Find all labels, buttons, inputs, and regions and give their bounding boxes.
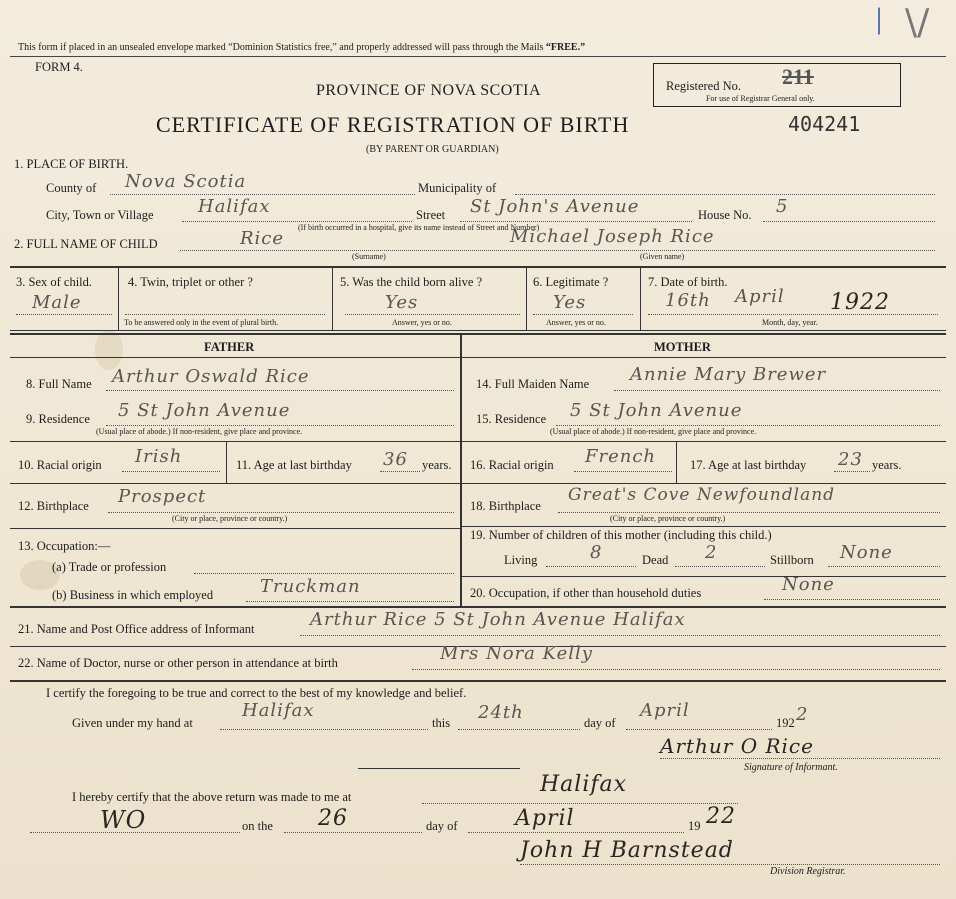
registrar-place-line [422, 803, 738, 804]
check-mark: \/ [905, 2, 930, 43]
city-label: City, Town or Village [46, 208, 154, 222]
father-residence-line [106, 425, 454, 426]
mother-racial-line [574, 471, 672, 472]
certificate-subtitle: (BY PARENT OR GUARDIAN) [366, 144, 499, 155]
father-business-label: (b) Business in which employed [52, 588, 214, 602]
father-birthplace-label: 12. Birthplace [18, 499, 89, 513]
father-business-line [246, 601, 454, 602]
father-name-label: 8. Full Name [26, 377, 92, 391]
alive-value[interactable]: Yes [385, 292, 419, 313]
mother-age-label: 17. Age at last birthday [690, 458, 807, 472]
mother-name-line [614, 390, 940, 391]
divider [676, 441, 677, 483]
signature-caption: Signature of Informant. [744, 762, 838, 773]
divider [10, 330, 946, 331]
hospital-note: (If birth occurred in a hospital, give its name instead of Street and Number) [298, 223, 540, 232]
registrar-caption: Division Registrar. [770, 866, 846, 877]
county-label: County of [46, 181, 97, 195]
registrar-year-prefix: 19 [688, 819, 701, 833]
city-line [182, 221, 412, 222]
father-age-line [380, 471, 420, 472]
divider [10, 606, 946, 608]
county-value[interactable]: Nova Scotia [125, 171, 247, 192]
father-age-label: 11. Age at last birthday [236, 458, 352, 472]
alive-line [345, 314, 520, 315]
mother-residence-note: (Usual place of abode.) If non-resident, give place and province. [550, 427, 757, 436]
father-racial-value[interactable]: Irish [135, 446, 183, 467]
legitimate-line [533, 314, 633, 315]
dob-note: Month, day, year. [762, 318, 818, 327]
divider [10, 333, 946, 335]
street-label: Street [416, 208, 446, 222]
twin-label: 4. Twin, triplet or other ? [128, 275, 253, 289]
registrar-place-value[interactable]: Halifax [540, 772, 628, 797]
legitimate-value[interactable]: Yes [553, 292, 587, 313]
dead-value[interactable]: 2 [705, 542, 718, 563]
divider [460, 441, 946, 442]
certificate-title: CERTIFICATE OF REGISTRATION OF BIRTH [156, 112, 630, 137]
municipality-label: Municipality of [418, 181, 497, 195]
registrar-number[interactable]: WO [100, 806, 147, 834]
father-business-value[interactable]: Truckman [260, 576, 361, 597]
mother-occupation-value[interactable]: None [782, 574, 835, 595]
divider [640, 266, 641, 330]
divider [460, 576, 946, 577]
stillborn-value[interactable]: None [840, 542, 893, 563]
father-residence-value[interactable]: 5 St John Avenue [118, 400, 291, 421]
informant-signature: Arthur O Rice [660, 734, 814, 758]
house-label: House No. [698, 208, 752, 222]
child-given-value[interactable]: Michael Joseph Rice [510, 226, 715, 247]
registrar-signature: John H Barnstead [520, 838, 734, 863]
divider [10, 56, 946, 57]
divider [10, 680, 946, 682]
mother-occupation-label: 20. Occupation, if other than household duties [470, 586, 702, 600]
divider [10, 528, 460, 529]
registrar-month-line [468, 832, 684, 833]
surname-caption: (Surname) [352, 252, 386, 261]
city-value[interactable]: Halifax [198, 196, 271, 217]
father-name-value[interactable]: Arthur Oswald Rice [112, 366, 310, 387]
father-birthplace-value[interactable]: Prospect [118, 486, 207, 507]
dead-label: Dead [642, 553, 669, 567]
mother-birthplace-value[interactable]: Great's Cove Newfoundland [568, 485, 836, 505]
municipality-line [515, 194, 935, 195]
on-day-line [284, 832, 422, 833]
street-line [460, 221, 692, 222]
divider [460, 483, 946, 484]
paper-stain [95, 330, 123, 370]
given-caption: (Given name) [640, 252, 685, 261]
form-number: FORM 4. [35, 60, 83, 74]
mother-birthplace-note: (City or place, province or country.) [610, 514, 726, 523]
province-heading: PROVINCE OF NOVA SCOTIA [316, 82, 542, 99]
living-value[interactable]: 8 [590, 542, 603, 563]
registrar-month-value[interactable]: April [515, 806, 575, 831]
attendant-value[interactable]: Mrs Nora Kelly [440, 643, 593, 664]
attendant-line [412, 669, 940, 670]
month-value[interactable]: April [640, 700, 690, 721]
registrar-text: I hereby certify that the above return was made to me at [72, 790, 352, 804]
mother-residence-value[interactable]: 5 St John Avenue [570, 400, 743, 421]
mail-notice: This form if placed in an unsealed envelope marked “Dominion Statistics free,” and properly addressed will pass through the Mails “FREE.” [18, 42, 586, 53]
sex-value[interactable]: Male [32, 292, 82, 313]
on-the-label: on the [242, 819, 273, 833]
given-place-line [220, 729, 428, 730]
registered-label: Registered No. [666, 79, 741, 93]
year-suffix[interactable]: 2 [796, 704, 809, 725]
mother-name-value[interactable]: Annie Mary Brewer [630, 364, 827, 385]
sex-label: 3. Sex of child. [16, 275, 93, 289]
place-of-birth-label: 1. PLACE OF BIRTH. [14, 157, 129, 171]
registered-number-box [653, 63, 901, 107]
mother-racial-label: 16. Racial origin [470, 458, 554, 472]
mother-age-value[interactable]: 23 [838, 449, 863, 470]
this-day-line [458, 729, 580, 730]
on-day-value[interactable]: 26 [318, 806, 348, 831]
registrar-signature-line [520, 864, 940, 865]
father-birthplace-line [108, 512, 454, 513]
registrar-year-suffix[interactable]: 22 [706, 804, 736, 829]
father-age-value[interactable]: 36 [383, 449, 408, 470]
divider [10, 357, 946, 358]
father-trade-line [194, 573, 454, 574]
child-name-line [180, 250, 935, 251]
month-line [626, 729, 772, 730]
signature-line [660, 758, 940, 759]
living-label: Living [504, 553, 538, 567]
divider [358, 768, 520, 769]
father-racial-label: 10. Racial origin [18, 458, 102, 472]
living-line [546, 566, 636, 567]
dead-line [675, 566, 765, 567]
given-place-value[interactable]: Halifax [242, 700, 315, 721]
father-residence-note: (Usual place of abode.) If non-resident, give place and province. [96, 427, 303, 436]
divider [526, 266, 527, 330]
this-label: this [432, 716, 451, 730]
divider [460, 333, 462, 606]
dob-day[interactable]: 16th [665, 290, 711, 311]
mother-birthplace-line [558, 512, 940, 513]
certification-text: I certify the foregoing to be true and correct to the best of my knowledge and belief. [46, 686, 467, 700]
house-line [763, 221, 935, 222]
registered-note: For use of Registrar General only. [706, 94, 815, 103]
county-line [110, 194, 415, 195]
informant-value[interactable]: Arthur Rice 5 St John Avenue Halifax [310, 609, 686, 630]
dob-year[interactable]: 1922 [830, 290, 890, 315]
alive-label: 5. Was the child born alive ? [340, 275, 483, 289]
child-name-label: 2. FULL NAME OF CHILD [14, 237, 158, 251]
legitimate-note: Answer, yes or no. [546, 318, 606, 327]
divider [10, 266, 946, 268]
attendant-label: 22. Name of Doctor, nurse or other person in attendance at birth [18, 656, 338, 670]
divider [118, 266, 119, 330]
mother-residence-label: 15. Residence [476, 412, 547, 426]
child-surname-value[interactable]: Rice [240, 228, 285, 249]
mother-birthplace-label: 18. Birthplace [470, 499, 541, 513]
twin-note: To be answered only in the event of plural birth. [124, 318, 279, 327]
street-value[interactable]: St John's Avenue [470, 196, 640, 217]
mother-age-line [834, 471, 870, 472]
year-prefix: 192 [776, 716, 795, 730]
mother-children-label: 19. Number of children of this mother (including this child.) [470, 528, 772, 542]
father-trade-label: (a) Trade or profession [52, 560, 167, 574]
father-heading: FATHER [204, 340, 255, 354]
pen-mark: | [876, 2, 883, 35]
father-age-unit: years. [422, 458, 452, 472]
mother-occupation-line [764, 599, 940, 600]
registered-value: 211 [782, 64, 814, 89]
mother-racial-value[interactable]: French [585, 446, 657, 467]
father-racial-line [122, 471, 220, 472]
twin-line [125, 314, 325, 315]
divider [460, 526, 946, 527]
divider [226, 441, 227, 483]
stillborn-label: Stillborn [770, 553, 814, 567]
sex-line [16, 314, 112, 315]
mother-residence-line [556, 425, 940, 426]
given-at-label: Given under my hand at [72, 716, 193, 730]
certificate-number: 404241 [788, 112, 861, 136]
dob-line [648, 314, 938, 315]
stillborn-line [828, 566, 940, 567]
this-day-value[interactable]: 24th [478, 702, 524, 723]
divider [10, 441, 460, 442]
mother-age-unit: years. [872, 458, 902, 472]
mother-name-label: 14. Full Maiden Name [476, 377, 590, 391]
mother-heading: MOTHER [654, 340, 711, 354]
father-occupation-label: 13. Occupation:— [18, 539, 111, 553]
dob-label: 7. Date of birth. [648, 275, 728, 289]
father-residence-label: 9. Residence [26, 412, 90, 426]
informant-label: 21. Name and Post Office address of Informant [18, 622, 255, 636]
registrar-day-of-label: day of [426, 819, 458, 833]
father-name-line [106, 390, 454, 391]
father-birthplace-note: (City or place, province or country.) [172, 514, 288, 523]
divider [10, 483, 460, 484]
legitimate-label: 6. Legitimate ? [533, 275, 609, 289]
alive-note: Answer, yes or no. [392, 318, 452, 327]
informant-line [300, 635, 940, 636]
divider [332, 266, 333, 330]
day-of-label: day of [584, 716, 616, 730]
house-value[interactable]: 5 [776, 196, 789, 217]
dob-month[interactable]: April [735, 286, 785, 307]
